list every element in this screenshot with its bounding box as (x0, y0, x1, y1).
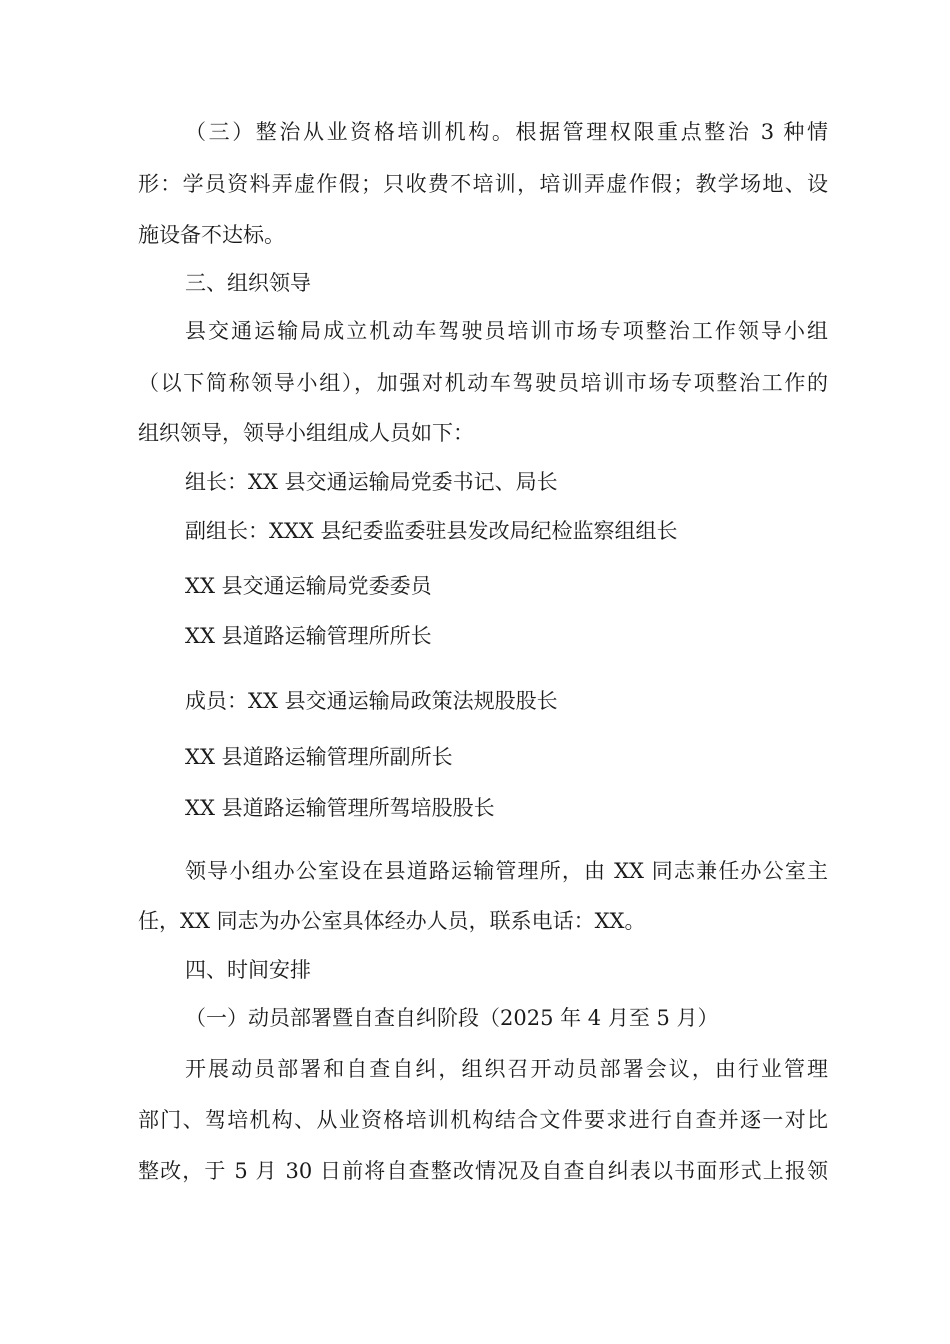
paragraph-line: 任，XX 同志为办公室具体经办人员，联系电话：XX。 (138, 909, 646, 933)
member-line: XX 县道路运输管理所副所长 (185, 745, 453, 769)
section-heading: 三、组织领导 (185, 271, 311, 295)
paragraph-line: 施设备不达标。 (138, 223, 285, 247)
section-heading: 四、时间安排 (185, 958, 311, 982)
member-line: 组长：XX 县交通运输局党委书记、局长 (185, 470, 558, 494)
member-line: XX 县道路运输管理所驾培股股长 (185, 796, 495, 820)
paragraph-line: 开展动员部署和自查自纠，组织召开动员部署会议，由行业管理 (185, 1057, 828, 1081)
paragraph-line: （以下简称领导小组），加强对机动车驾驶员培训市场专项整治工作的 (138, 371, 828, 395)
member-line: 副组长：XXX 县纪委监委驻县发改局纪检监察组组长 (185, 519, 678, 543)
subsection-heading: （一）动员部署暨自查自纠阶段（2025 年 4 月至 5 月） (185, 1006, 719, 1030)
member-line: XX 县道路运输管理所所长 (185, 624, 432, 648)
member-line: 成员：XX 县交通运输局政策法规股股长 (185, 689, 558, 713)
paragraph-line: 县交通运输局成立机动车驾驶员培训市场专项整治工作领导小组 (185, 319, 828, 343)
paragraph-line: 领导小组办公室设在县道路运输管理所，由 XX 同志兼任办公室主 (185, 859, 828, 883)
paragraph-line: 整改，于 5 月 30 日前将自查整改情况及自查自纠表以书面形式上报领 (138, 1159, 828, 1183)
paragraph-line: 形：学员资料弄虚作假；只收费不培训，培训弄虚作假；教学场地、设 (138, 172, 828, 196)
member-line: XX 县交通运输局党委委员 (185, 574, 432, 598)
paragraph-line: （三）整治从业资格培训机构。根据管理权限重点整治 3 种情 (185, 120, 828, 144)
paragraph-line: 部门、驾培机构、从业资格培训机构结合文件要求进行自查并逐一对比 (138, 1108, 828, 1132)
paragraph-line: 组织领导，领导小组组成人员如下： (138, 421, 474, 445)
